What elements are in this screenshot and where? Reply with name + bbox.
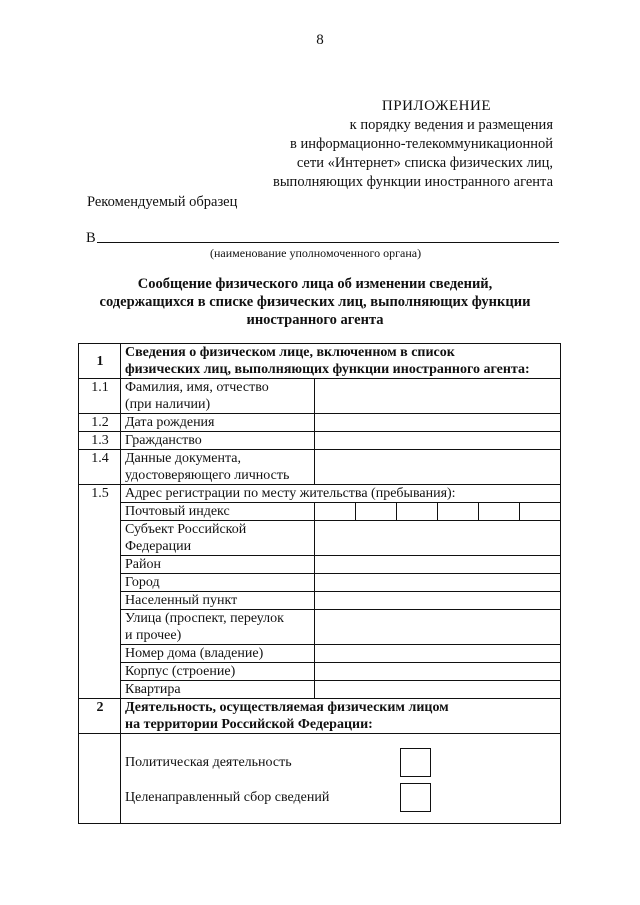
information-gathering-checkbox[interactable] <box>400 783 431 812</box>
city-field[interactable] <box>315 574 561 592</box>
activity-options-row <box>79 734 561 824</box>
section-number: 1 <box>79 344 121 379</box>
postal-digit-box[interactable] <box>355 503 396 520</box>
addressee-prefix: В <box>86 230 96 246</box>
appendix-block <box>0 97 553 192</box>
row-number-empty <box>79 734 121 824</box>
table-row <box>79 574 561 592</box>
form-table <box>78 343 561 824</box>
table-row <box>79 681 561 699</box>
political-activity-checkbox[interactable] <box>400 748 431 777</box>
row-label <box>121 379 315 414</box>
table-row <box>79 450 561 485</box>
table-row <box>79 503 561 521</box>
postal-code-field[interactable] <box>315 503 561 521</box>
postal-digit-box[interactable] <box>396 503 437 520</box>
section-title <box>121 699 561 734</box>
table-row <box>79 610 561 645</box>
document-heading <box>80 275 550 329</box>
row-label-line: и прочее) <box>125 628 182 643</box>
recommended-sample: Рекомендуемый образец <box>87 194 238 210</box>
street-field[interactable] <box>315 610 561 645</box>
table-row <box>79 556 561 574</box>
region-field[interactable] <box>315 521 561 556</box>
row-label: Квартира <box>121 681 315 699</box>
address-header-row <box>79 485 561 503</box>
appendix-title: ПРИЛОЖЕНИЕ <box>381 98 491 114</box>
full-name-field[interactable] <box>315 379 561 414</box>
settlement-field[interactable] <box>315 592 561 610</box>
row-label-line: Субъект Российской <box>125 522 247 537</box>
table-row <box>79 645 561 663</box>
row-label <box>121 610 315 645</box>
section-title-line: Сведения о физическом лице, включенном в список <box>125 345 455 360</box>
appendix-line: сети «Интернет» списка физических лиц, <box>296 155 553 171</box>
row-label-line: Фамилия, имя, отчество <box>125 380 269 395</box>
row-number: 1.4 <box>79 450 121 485</box>
identity-document-field[interactable] <box>315 450 561 485</box>
citizenship-field[interactable] <box>315 432 561 450</box>
activity-option <box>125 783 557 812</box>
row-label-line: удостоверяющего личность <box>125 468 290 483</box>
activity-option <box>125 748 557 777</box>
table-row <box>79 592 561 610</box>
row-label: Город <box>121 574 315 592</box>
section-title-line: Деятельность, осуществляемая физическим лицом <box>125 700 449 715</box>
row-label-line: Улица (проспект, переулок <box>125 611 284 626</box>
postal-digit-box[interactable] <box>437 503 478 520</box>
appendix-line: в информационно-телекоммуникационной <box>290 136 553 152</box>
option-label: Целенаправленный сбор сведений <box>125 790 330 805</box>
section-number: 2 <box>79 699 121 734</box>
row-number: 1.2 <box>79 414 121 432</box>
postal-digit-box[interactable] <box>478 503 519 520</box>
row-label: Дата рождения <box>121 414 315 432</box>
row-number: 1.3 <box>79 432 121 450</box>
heading-line: иностранного агента <box>246 312 384 328</box>
activity-options <box>121 734 561 824</box>
appendix-line: выполняющих функции иностранного агента <box>272 174 553 190</box>
house-number-field[interactable] <box>315 645 561 663</box>
section-title-line: на территории Российской Федерации: <box>125 717 373 732</box>
row-label-line: Федерации <box>125 539 192 554</box>
heading-line: содержащихся в списке физических лиц, выполняющих функции <box>99 294 531 310</box>
row-label: Номер дома (владение) <box>121 645 315 663</box>
address-title: Адрес регистрации по месту жительства (пребывания): <box>121 485 561 503</box>
section-title <box>121 344 561 379</box>
appendix-line: к порядку ведения и размещения <box>349 117 553 133</box>
table-row <box>79 379 561 414</box>
table-row <box>79 432 561 450</box>
heading-line: Сообщение физического лица об изменении сведений, <box>137 276 493 292</box>
table-row <box>79 414 561 432</box>
row-label: Населенный пункт <box>121 592 315 610</box>
table-row <box>79 663 561 681</box>
section-title-line: физических лиц, выполняющих функции иностранного агента: <box>125 362 530 377</box>
row-label: Почтовый индекс <box>121 503 315 521</box>
postal-digit-box[interactable] <box>315 503 355 520</box>
building-field[interactable] <box>315 663 561 681</box>
postal-digit-box[interactable] <box>519 503 560 520</box>
page-number: 8 <box>316 32 324 48</box>
option-label: Политическая деятельность <box>125 755 292 770</box>
addressee-field[interactable] <box>97 242 559 243</box>
row-label: Гражданство <box>121 432 315 450</box>
row-label-line: Данные документа, <box>125 451 241 466</box>
row-label: Район <box>121 556 315 574</box>
section1-header <box>79 344 561 379</box>
row-label <box>121 521 315 556</box>
row-label: Корпус (строение) <box>121 663 315 681</box>
row-number: 1.1 <box>79 379 121 414</box>
section2-header <box>79 699 561 734</box>
district-field[interactable] <box>315 556 561 574</box>
apartment-field[interactable] <box>315 681 561 699</box>
row-number: 1.5 <box>79 485 121 699</box>
birth-date-field[interactable] <box>315 414 561 432</box>
addressee-caption: (наименование уполномоченного органа) <box>210 246 422 260</box>
row-label <box>121 450 315 485</box>
row-label-line: (при наличии) <box>125 397 211 412</box>
table-row <box>79 521 561 556</box>
addressee-line <box>86 230 96 247</box>
